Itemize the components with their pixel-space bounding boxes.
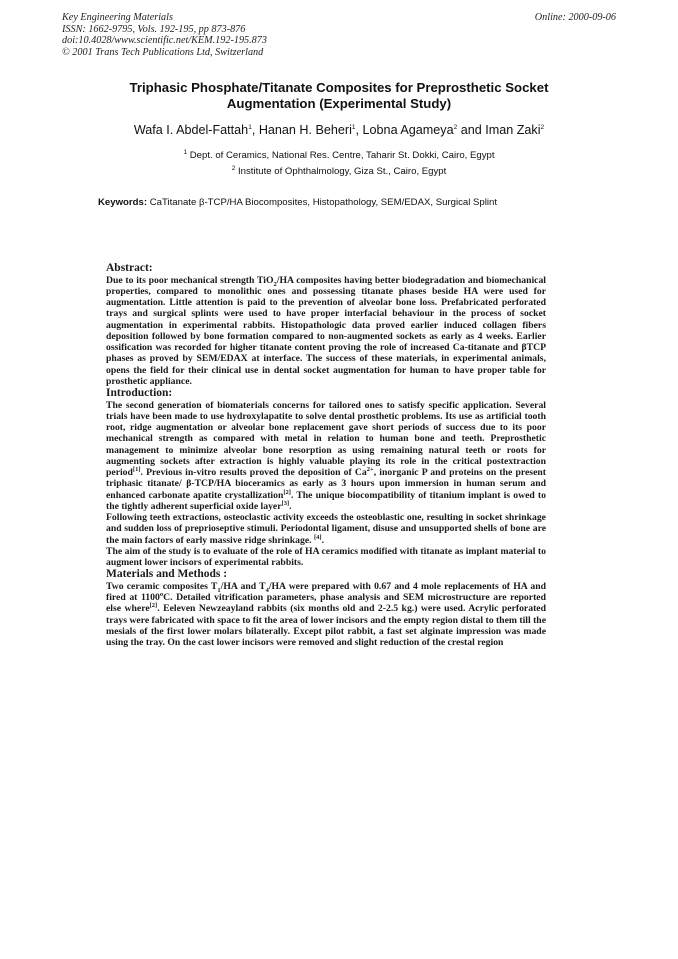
keywords <box>98 197 578 208</box>
online-date: Online: 2000-09-06 <box>534 12 616 23</box>
subscript: 4 <box>265 586 269 594</box>
title-line-2: Augmentation (Experimental Study) <box>226 95 452 111</box>
citation: [2] <box>149 602 158 610</box>
affiliation-mark: 2 <box>231 164 236 172</box>
subscript: 1 <box>217 586 221 594</box>
superscript: 2+ <box>366 465 374 473</box>
methods-heading: Materials and Methods : <box>106 568 228 581</box>
author-name: Iman Zaki <box>485 123 541 137</box>
keywords-text: CaTitanate β-TCP/HA Biocomposites, Histopathology, SEM/EDAX, Surgical Splint <box>149 197 498 208</box>
citation: [4] <box>313 533 322 541</box>
author-affil-mark: 2 <box>453 123 458 131</box>
abstract-text: Due to its poor mechanical strength TiO$_2$/HA composites having better biodegradation and biomechanical properties, compared to monolithic ones and possessing titanate phases beside HA were used for augmentation. Little attention is paid to the prevention of alveolar bone loss. Prefabricated perforated trays and surgical splints were used to have proper interfacial behaviour in the process of socket augmentation in experimental rabbits. Histopathologic data proved earlier induced collagen fibers deposition followed by bone formation compared to non-augmented sockets as early as 4 weeks. Earlier ossification was recorded for higher titanate content proving the role of increased Ca-titanate and βTCP phases as proved by SEM/EDAX at interface. The success of these materials, in experimental animals, opens the field for their clinical use in dental socket augmentation for human to have proper table for prosthetic appliance. <box>106 274 546 387</box>
journal-doi: doi:10.4028/www.scientific.net/KEM.192-195.873 <box>62 35 267 47</box>
author-list: Wafa I. Abdel-Fattah$^1$, Hanan H. Beheri$^1$, Lobna Agameya$^2$ and Iman Zaki$^2$ <box>133 123 545 137</box>
affiliation-2 <box>60 166 618 177</box>
title-line-1: Triphasic Phosphate/Titanate Composites for Preprosthetic Socket <box>129 80 549 95</box>
affiliation-text: Institute of Ophthalmology, Giza St., Cairo, Egypt <box>237 166 447 177</box>
journal-copyright: © 2001 Trans Tech Publications Ltd, Switzerland <box>62 46 264 58</box>
journal-name: Key Engineering Materials <box>62 12 173 23</box>
citation: [2] <box>283 488 291 496</box>
paper-body <box>106 262 546 648</box>
introduction-paragraph-3: The aim of the study is to evaluate of the role of HA ceramics modified with titanate as implant material to augment lower incisors of experimental rabbits. <box>106 545 546 568</box>
author-conjunction: and <box>460 123 482 137</box>
affiliation-mark: 1 <box>183 148 188 156</box>
paper-title <box>60 80 618 111</box>
abstract-heading: Abstract: <box>106 262 153 274</box>
affiliation-text: Dept. of Ceramics, National Res. Centre, Taharir St. Dokki, Cairo, Egypt <box>189 150 495 161</box>
keywords-label: Keywords: <box>98 197 148 208</box>
author-name: Wafa I. Abdel-Fattah <box>133 123 249 137</box>
citation: [1] <box>132 465 141 473</box>
journal-header <box>62 12 267 58</box>
subscript: 2 <box>273 280 277 288</box>
introduction-paragraph-1: The second generation of biomaterials concerns for tailored ones to satisfy specific application. Several trials have been made to use hydroxylapatite to solve dental prosthetic problems. Its use as artificial tooth root, ridge augmentation or alveolar bone replacement gave short periods of success due to its poor mechanical strength as compared with metal in relation to human bone and teeth. Preprosthetic management to minimize alveolar bone resorption as using remaining natural teeth or roots for augmenting sockets after extraction is highly valuable playing its role in the critical postextraction period[1]. Previous in-vitro results proved the deposition of $Ca^{2+}$, inorganic P and proteins on the present triphasic titanate/ β-TCP/HA bioceramics as early as 3 hours upon immersion in human serum and enhanced carbonate apatite crystallization[2]. The unique biocompatibility of titanium implant is owed to the tightly adherent superficial oxide layer[3]. <box>106 399 546 512</box>
journal-issn: ISSN: 1662-9795, Vols. 192-195, pp 873-876 <box>62 23 246 35</box>
introduction-heading: Introduction: <box>106 387 173 399</box>
affiliation-1 <box>60 150 618 161</box>
author-name: Hanan H. Beheri <box>258 123 352 137</box>
methods-paragraph: Two ceramic composites $T_1/HA$ and $T_4/HA$ were prepared with 0.67 and 4 mole replacements of HA and fired at 1100$^o$C. Detailed vitrification parameters, phase analysis and SEM microstructure are reported else where[2]. Eeleven Newzeayland rabbits (six months old and 2-2.5 kg.) were used. Acrylic perforated trays were fabricated with space to fit the area of lower incisors and the empty region distal to them till the mesials of the first lower molars bilaterally. Except pilot rabbit, a fast set alginate impression was made using the tray. On the cast lower incisors were removed and slight reduction of the crestal region <box>106 580 546 648</box>
citation: [3] <box>281 499 290 507</box>
author-affil-mark: 2 <box>540 123 545 131</box>
author-affil-mark: 1 <box>351 123 356 131</box>
author-name: Lobna Agameya <box>362 123 454 137</box>
degree-mark: o <box>159 590 164 598</box>
introduction-paragraph-2: Following teeth extractions, osteoclastic activity exceeds the osteoblastic one, resulting in socket shrinkage and sudden loss of preprioseptive stimuli. Periodontal ligament, disuse and unsupported shells of bone are the main factors of early massive ridge shrinkage. [4]. <box>106 512 546 546</box>
author-affil-mark: 1 <box>248 123 252 131</box>
